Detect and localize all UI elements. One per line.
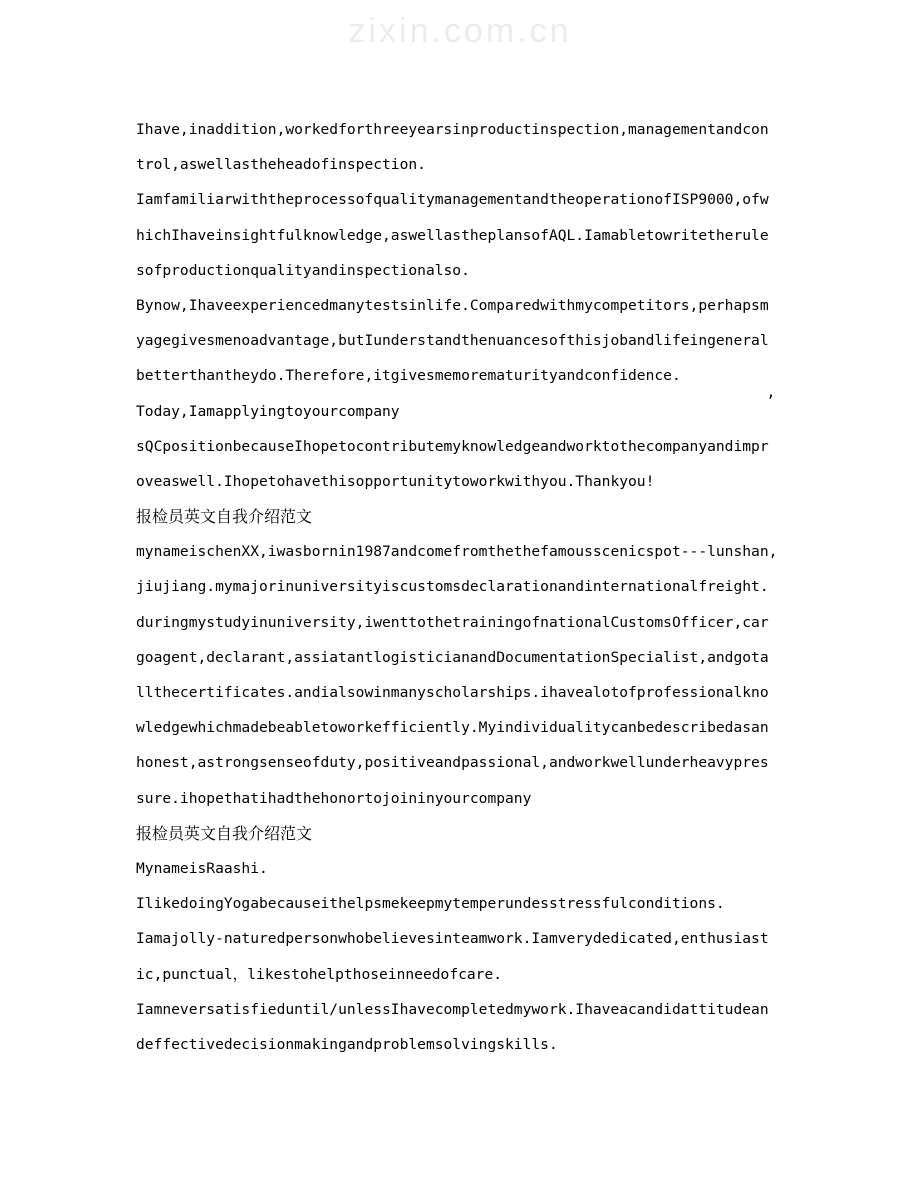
text-line: duringmystudyinuniversity,iwenttothetrainingofnationalCustomsOfficer,car xyxy=(136,613,769,631)
text-line: wledgewhichmadebeabletoworkefficiently.Myindividualitycanbedescribedasan xyxy=(136,719,769,737)
text-line: llthecertificates.andialsowinmanyscholarships.ihavealotofprofessionalkno xyxy=(136,684,769,701)
text-line: honest,astrongsenseofduty,positiveandpassional,andworkwellunderheavypres xyxy=(136,754,769,772)
text-line: sofproductionqualityandinspectionalso. xyxy=(136,261,470,279)
text-line: Ihave,inaddition,workedforthreeyearsinproductinspection,managementandcon xyxy=(136,121,769,138)
text-line: IlikedoingYogabecauseithelpsmekeepmytemperundesstressfulconditions. xyxy=(136,895,725,913)
text-line: Bynow,Ihaveexperiencedmanytestsinlife.Comparedwithmycompetitors,perhapsm xyxy=(136,296,769,314)
text-line: Iamneversatisfieduntil/unlessIhavecompletedmywork.Ihaveacandidattitudean xyxy=(136,1000,769,1018)
text-line: yagegivesmenoadvantage,butIunderstandthenuancesofthisjobandlifeingeneral xyxy=(136,332,769,350)
text-line: oveaswell.Ihopetohavethisopportunitytoworkwithyou.Thankyou! xyxy=(136,472,655,490)
text-line: sure.ihopethatihadthehonortojoininyourcompany xyxy=(136,789,532,807)
text-line: sQCpositionbecauseIhopetocontributemyknowledgeandworktothecompanyandimpr xyxy=(136,437,769,455)
watermark: zixin.com.cn xyxy=(348,12,572,50)
section-heading: 报检员英文自我介绍范文 xyxy=(136,507,313,527)
text-line: goagent,declarant,assiatantlogisticianandDocumentationSpecialist,andgota xyxy=(136,648,769,666)
section-heading: 报检员英文自我介绍范文 xyxy=(136,823,313,843)
text-line: MynameisRaashi. xyxy=(136,859,268,877)
text-line: jiujiang.mymajorinuniversityiscustomsdeclarationandinternationalfreight. xyxy=(136,578,769,596)
text-line: trol,aswellastheheadofinspection. xyxy=(136,156,426,174)
text-line: IamfamiliarwiththeprocessofqualitymanagementandtheoperationofISP9000,ofw xyxy=(136,191,769,209)
text-line: deffectivedecisionmakingandproblemsolvingskills. xyxy=(136,1035,558,1053)
stray-apostrophe: ’ xyxy=(766,392,776,410)
text-line: betterthantheydo.Therefore,itgivesmemorematurityandconfidence. xyxy=(136,367,681,385)
text-line: Today,Iamapplyingtoyourcompany xyxy=(136,402,400,420)
text-line: ic,punctual，likestohelpthoseinneedofcare. xyxy=(136,965,503,983)
text-line: hichIhaveinsightfulknowledge,aswellastheplansofAQL.Iamabletowritetherule xyxy=(136,226,769,244)
document-body xyxy=(136,112,788,1062)
text-line: mynameischenXX,iwasbornin1987andcomefromthethefamousscenicspot---lunshan, xyxy=(136,543,778,561)
text-line: Iamajolly-naturedpersonwhobelievesinteamwork.Iamverydedicated,enthusiast xyxy=(136,930,769,948)
